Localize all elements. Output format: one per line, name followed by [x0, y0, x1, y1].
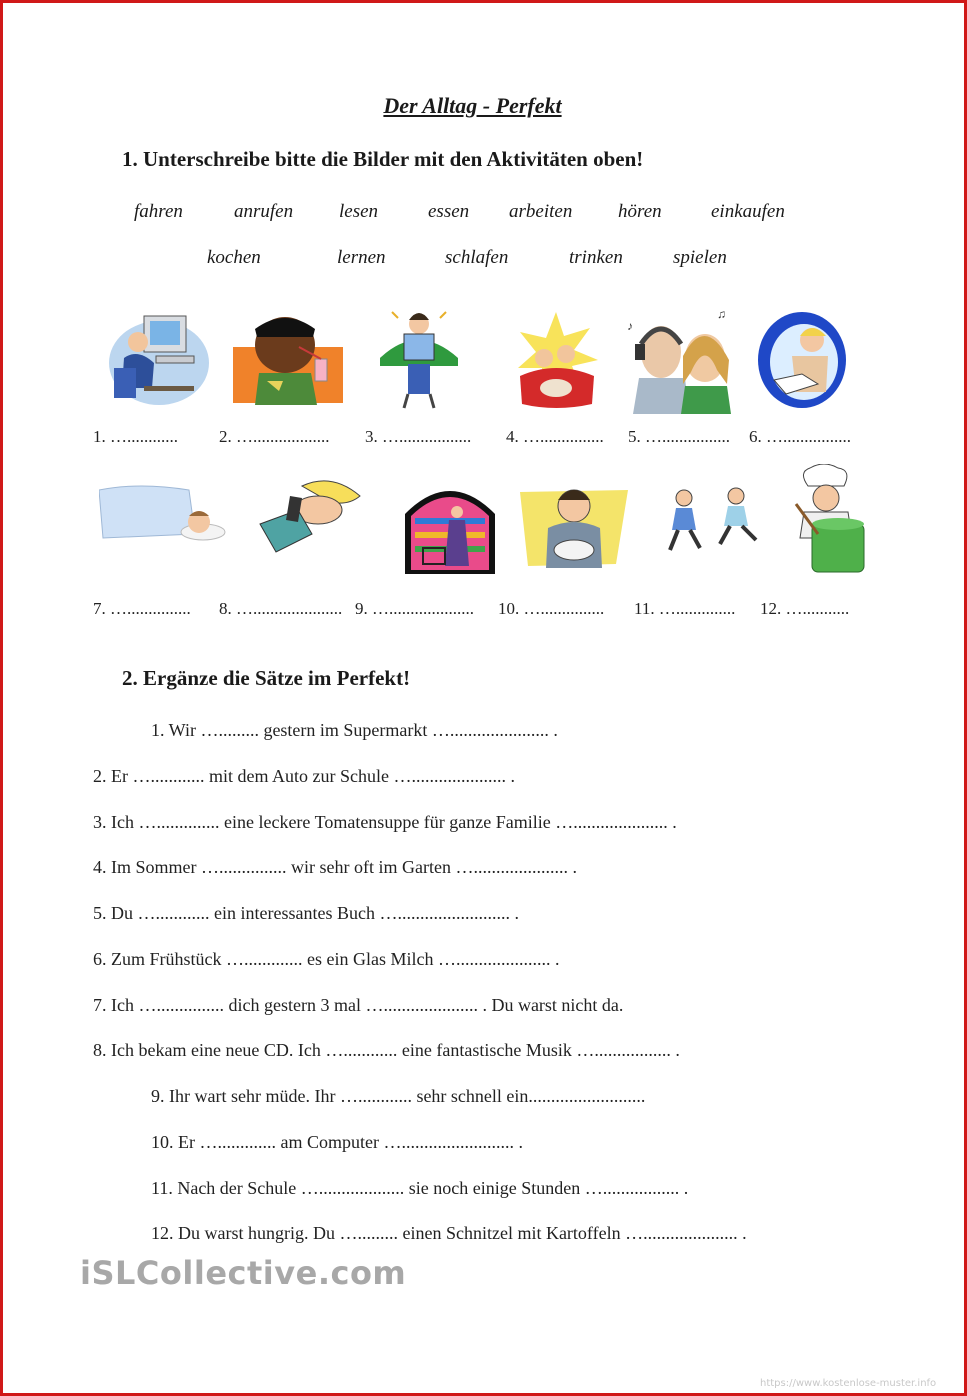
footer-url: https://www.kostenlose-muster.info — [760, 1378, 937, 1389]
exercise-sentence: 1. Wir …......... gestern im Supermarkt …...................... . — [151, 720, 558, 740]
exercise-sentence: 4. Im Sommer …............... wir sehr oft im Garten …..................... . — [93, 857, 577, 877]
woman-shopping-icon — [403, 474, 497, 574]
picture-blank-label: 10. …............... — [498, 599, 605, 618]
girl-reading-icon — [372, 302, 466, 410]
exercise-sentence: 2. Er …............ mit dem Auto zur Schule …..................... . — [93, 766, 515, 786]
exercise-sentence: 12. Du warst hungrig. Du …......... einen Schnitzel mit Kartoffeln …..................... . — [151, 1223, 747, 1243]
exercise-sentence: 10. Er …............. am Computer …......................... . — [151, 1132, 523, 1152]
picture-blank-label: 4. …............... — [506, 427, 604, 446]
picture-blank-label: 9. ….................... — [355, 599, 474, 618]
verb-label: fahren — [134, 201, 183, 222]
picture-blank-label: 3. …................. — [365, 427, 472, 446]
verb-label: essen — [428, 201, 470, 222]
boy-drinking-icon — [233, 311, 343, 405]
verb-label: spielen — [673, 247, 727, 268]
exercise-sentence: 11. Nach der Schule …................... sie noch einige Stunden …................. . — [151, 1178, 689, 1198]
exercise-sentence: 5. Du …............ ein interessantes Buch …......................... . — [93, 903, 519, 923]
boys-playing-icon — [660, 486, 762, 552]
exercise-sentence: 3. Ich ….............. eine leckere Tomatensuppe für ganze Familie …..................... . — [93, 812, 677, 832]
verb-label: anrufen — [234, 201, 294, 222]
boy-eating-icon — [520, 480, 628, 572]
verb-label: schlafen — [445, 247, 509, 268]
kids-bumper-car-icon — [514, 312, 598, 412]
exercise-sentence: 9. Ihr wart sehr müde. Ihr …............ sehr schnell ein.......................... — [151, 1086, 646, 1106]
exercise-sentence: 7. Ich …............... dich gestern 3 mal …..................... . Du warst nicht da. — [93, 995, 624, 1015]
verb-label: einkaufen — [711, 201, 785, 222]
verb-label: arbeiten — [509, 201, 573, 222]
picture-blank-label: 5. …................ — [628, 427, 730, 446]
verb-label: lernen — [337, 247, 386, 268]
person-sleeping-icon — [99, 482, 227, 542]
verb-label: trinken — [569, 247, 623, 268]
woman-phone-icon — [252, 476, 368, 558]
section2-heading: 2. Ergänze die Sätze im Perfekt! — [122, 666, 411, 690]
svg-text:♪: ♪ — [627, 319, 633, 333]
picture-blank-label: 6. …................ — [749, 427, 851, 446]
boy-reading-icon — [756, 310, 848, 410]
people-headphones-icon — [625, 300, 735, 414]
computer-worker-icon — [104, 308, 210, 408]
exercise-sentence: 6. Zum Frühstück …............. es ein Glas Milch …..................... . — [93, 949, 560, 969]
verb-label: lesen — [339, 201, 379, 222]
verb-label: hören — [618, 201, 662, 222]
picture-blank-label: 2. ….................. — [219, 427, 330, 446]
picture-blank-label: 11. ….............. — [634, 599, 736, 618]
svg-text:♫: ♫ — [717, 307, 726, 321]
verb-label: kochen — [207, 247, 261, 268]
picture-blank-label: 1. …............ — [93, 427, 178, 446]
watermark: iSLCollective.com — [80, 1254, 407, 1292]
chef-cooking-icon — [782, 464, 866, 574]
picture-blank-label: 7. …............... — [93, 599, 191, 618]
exercise-sentence: 8. Ich bekam eine neue CD. Ich …............ eine fantastische Musik …................. . — [93, 1040, 680, 1060]
picture-blank-label: 8. …..................... — [219, 599, 343, 618]
section1-heading: 1. Unterschreibe bitte die Bilder mit den Aktivitäten oben! — [122, 147, 644, 171]
picture-blank-label: 12. …........... — [760, 599, 850, 618]
worksheet-title: Der Alltag - Perfekt — [383, 93, 562, 118]
